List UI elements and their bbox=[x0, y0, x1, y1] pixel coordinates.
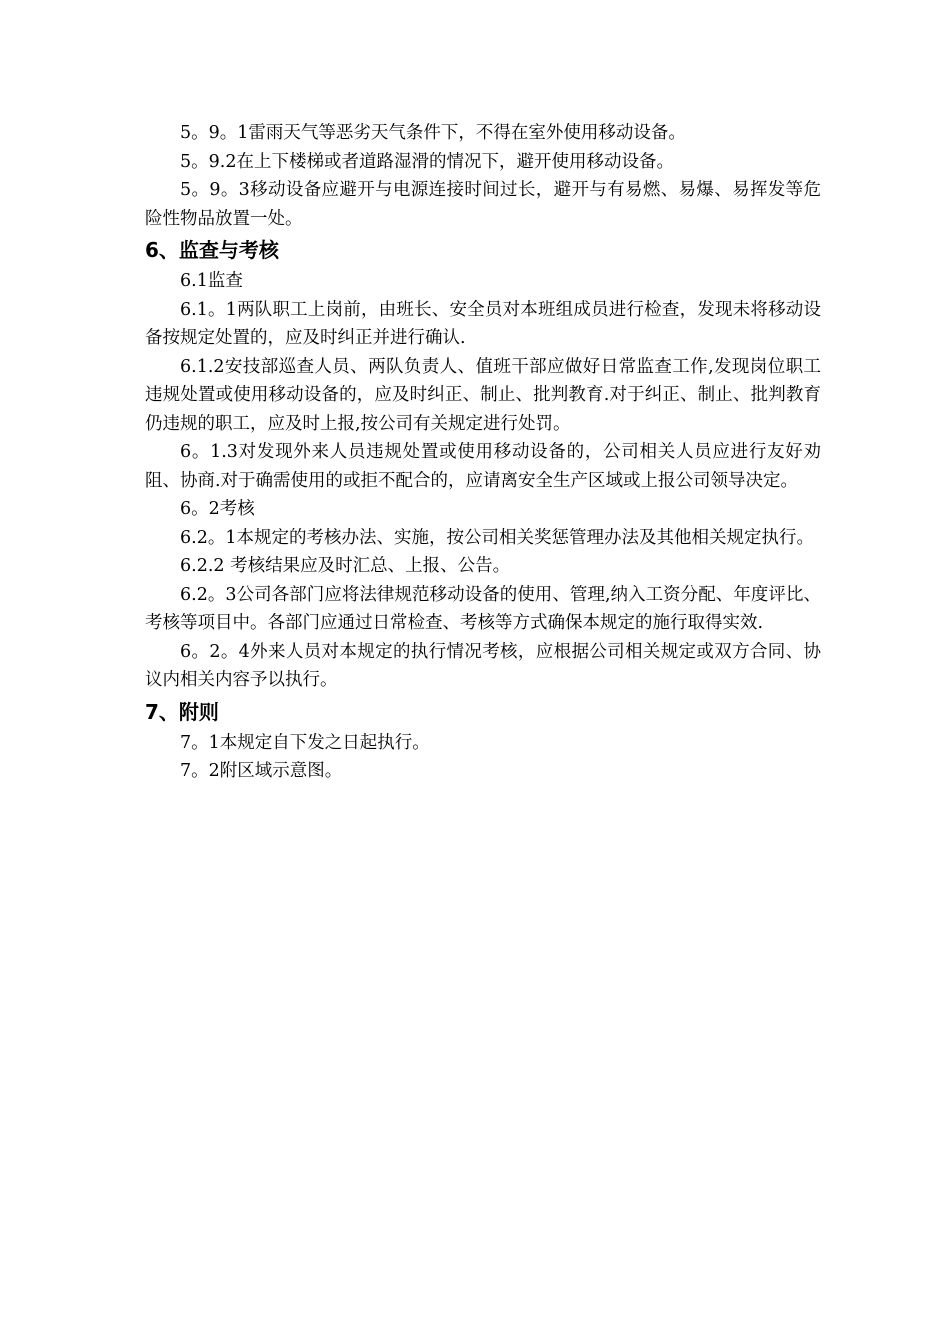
document-body bbox=[145, 119, 821, 786]
subsection-title: 6.1监查 bbox=[180, 271, 243, 291]
section-heading-7: 7、附则 bbox=[145, 699, 219, 724]
paragraph: 6.1.2安技部巡查人员、两队负责人、值班干部应做好日常监查工作,发现岗位职工违规处置或使用移动设备的，应及时纠正、制止、批判教育.对于纠正、制止、批判教育仍违规的职工，应及时上报,按公司有关规定进行处罚。 bbox=[145, 356, 821, 434]
paragraph: 6。1.3对发现外来人员违规处置或使用移动设备的，公司相关人员应进行友好劝阻、协商.对于确需使用的或拒不配合的，应请离安全生产区域或上报公司领导决定。 bbox=[145, 442, 821, 491]
paragraph: 6.2。1本规定的考核办法、实施，按公司相关奖惩管理办法及其他相关规定执行。 bbox=[180, 527, 814, 548]
paragraph: 5。9。1雷雨天气等恶劣天气条件下，不得在室外使用移动设备。 bbox=[180, 123, 686, 143]
paragraph: 7。2附区域示意图。 bbox=[180, 761, 343, 781]
paragraph: 7。1本规定自下发之日起执行。 bbox=[180, 732, 430, 753]
paragraph: 6。2。4外来人员对本规定的执行情况考核，应根据公司相关规定或双方合同、协议内相关内容予以执行。 bbox=[145, 641, 821, 690]
paragraph: 5。9.2在上下楼梯或者道路湿滑的情况下，避开使用移动设备。 bbox=[180, 151, 674, 172]
paragraph: 6.2。3公司各部门应将法律规范移动设备的使用、管理,纳入工资分配、年度评比、考核等项目中。各部门应通过日常检查、考核等方式确保本规定的施行取得实效. bbox=[145, 584, 821, 633]
section-heading-6: 6、监查与考核 bbox=[145, 238, 279, 262]
subsection-title: 6。2考核 bbox=[180, 499, 255, 519]
paragraph: 6.2.2 考核结果应及时汇总、上报、公告。 bbox=[180, 556, 511, 576]
paragraph: 6.1。1两队职工上岗前，由班长、安全员对本班组成员进行检查，发现未将移动设备按规定处置的，应及时纠正并进行确认. bbox=[145, 299, 821, 348]
paragraph: 5。9。3移动设备应避开与电源连接时间过长，避开与有易燃、易爆、易挥发等危险性物品放置一处。 bbox=[145, 180, 821, 229]
